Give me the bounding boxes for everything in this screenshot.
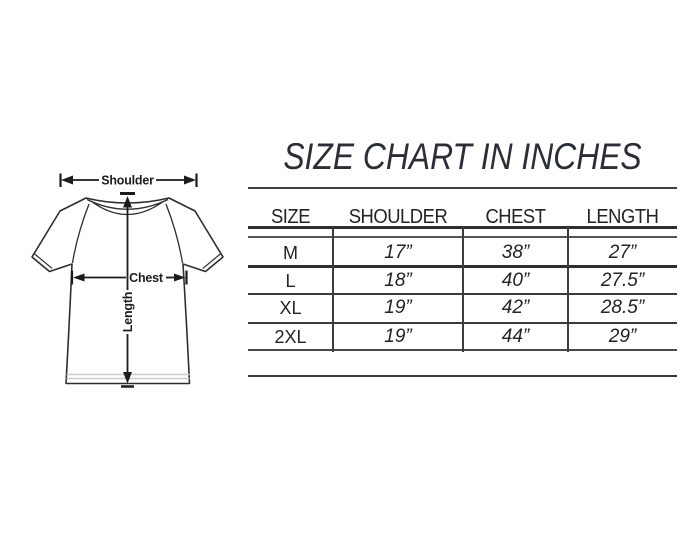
cell-m-size: M: [283, 243, 298, 263]
cell-m-shoulder: 17”: [384, 242, 412, 263]
cell-m-length: 27”: [608, 242, 637, 263]
chest-dimension-label: Chest: [129, 270, 163, 285]
cell-xl-chest: 42”: [501, 297, 530, 318]
cell-l-length: 27.5”: [600, 270, 645, 291]
length-dimension-label: Length: [121, 291, 135, 333]
header-shoulder: SHOULDER: [348, 206, 448, 228]
cell-2xl-length: 29”: [608, 326, 637, 347]
cell-2xl-size: 2XL: [274, 327, 307, 347]
cell-xl-length: 28.5”: [600, 297, 645, 318]
header-chest: CHEST: [485, 206, 546, 228]
header-length: LENGTH: [586, 206, 659, 228]
cell-2xl-chest: 44”: [501, 326, 530, 347]
cell-xl-size: XL: [279, 298, 302, 318]
header-size: SIZE: [270, 206, 311, 228]
cell-l-shoulder: 18”: [384, 270, 412, 291]
cell-l-chest: 40”: [501, 270, 530, 291]
table-bottom-rule: [248, 375, 677, 377]
cell-2xl-shoulder: 19”: [384, 326, 412, 347]
cell-l-size: L: [285, 271, 296, 291]
table-top-rule: [248, 187, 677, 189]
size-chart-title: SIZE CHART IN INCHES: [283, 136, 642, 177]
cell-m-chest: 38”: [501, 242, 530, 263]
shoulder-dimension-label: Shoulder: [101, 173, 154, 188]
cell-xl-shoulder: 19”: [384, 297, 412, 318]
